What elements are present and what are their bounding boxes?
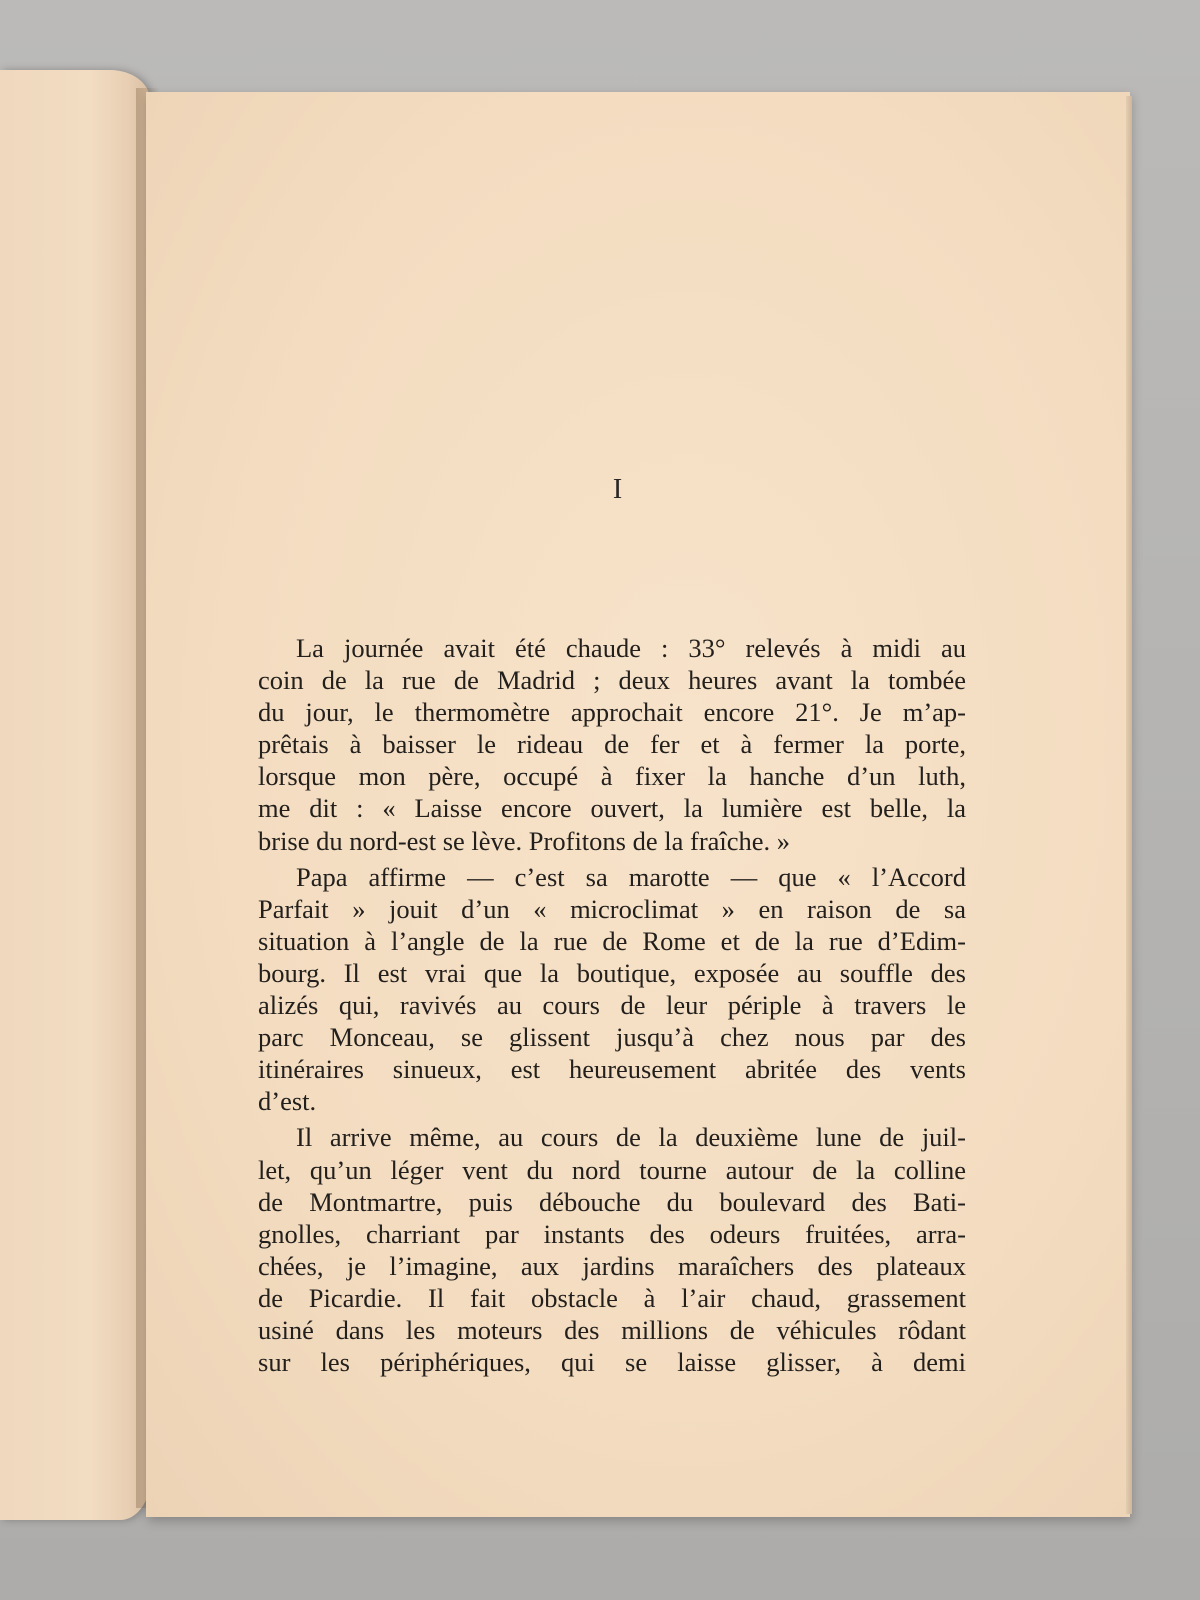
text-line: coin de la rue de Madrid ; deux heures avant la tombée: [258, 665, 966, 696]
text-line: chées, je l’imagine, aux jardins maraîchers des plateaux: [258, 1250, 966, 1281]
text-line: brise du nord-est se lève. Profitons de la fraîche. »: [258, 825, 791, 856]
text-line: de Picardie. Il fait obstacle à l’air chaud, grassement: [258, 1282, 966, 1313]
text-line: Parfait » jouit d’un « microclimat » en raison de sa: [258, 893, 966, 924]
text-line: alizés qui, ravivés au cours de leur périple à travers le: [258, 990, 966, 1021]
chapter-numeral: I: [612, 474, 624, 505]
paragraph: [258, 632, 966, 857]
body-text: [258, 632, 966, 1382]
text-line: Il arrive même, au cours de la deuxième lune de juil-: [296, 1122, 966, 1153]
text-line: lorsque mon père, occupé à fixer la hanche d’un luth,: [258, 761, 966, 792]
text-line: parc Monceau, se glissent jusqu’à chez nous par des: [258, 1022, 966, 1053]
text-line: d’est.: [258, 1086, 317, 1117]
text-line: situation à l’angle de la rue de Rome et de la rue d’Edim-: [258, 925, 966, 956]
text-line: sur les périphériques, qui se laisse glisser, à demi: [258, 1347, 966, 1378]
page-edge: [1126, 96, 1132, 1514]
text-line: bourg. Il est vrai que la boutique, exposée au souffle des: [258, 957, 966, 988]
text-line: me dit : « Laisse encore ouvert, la lumière est belle, la: [258, 793, 966, 824]
text-line: gnolles, charriant par instants des odeurs fruitées, arra-: [258, 1218, 966, 1249]
paragraph: [258, 1121, 966, 1378]
text-line: Papa affirme — c’est sa marotte — que « l’Accord: [296, 861, 966, 892]
text-line: du jour, le thermomètre approchait encore 21°. Je m’ap-: [258, 697, 966, 728]
text-line: La journée avait été chaude : 33° relevés à midi au: [296, 633, 966, 663]
text-line: let, qu’un léger vent du nord tourne autour de la colline: [258, 1154, 966, 1185]
text-line: de Montmartre, puis débouche du boulevard des Bati-: [258, 1186, 966, 1217]
paragraph: [258, 861, 966, 1118]
left-page: [0, 70, 150, 1520]
text-line: prêtais à baisser le rideau de fer et à fermer la porte,: [258, 729, 966, 760]
text-line: itinéraires sinueux, est heureusement abritée des vents: [258, 1054, 966, 1085]
text-line: usiné dans les moteurs des millions de véhicules rôdant: [258, 1314, 966, 1345]
